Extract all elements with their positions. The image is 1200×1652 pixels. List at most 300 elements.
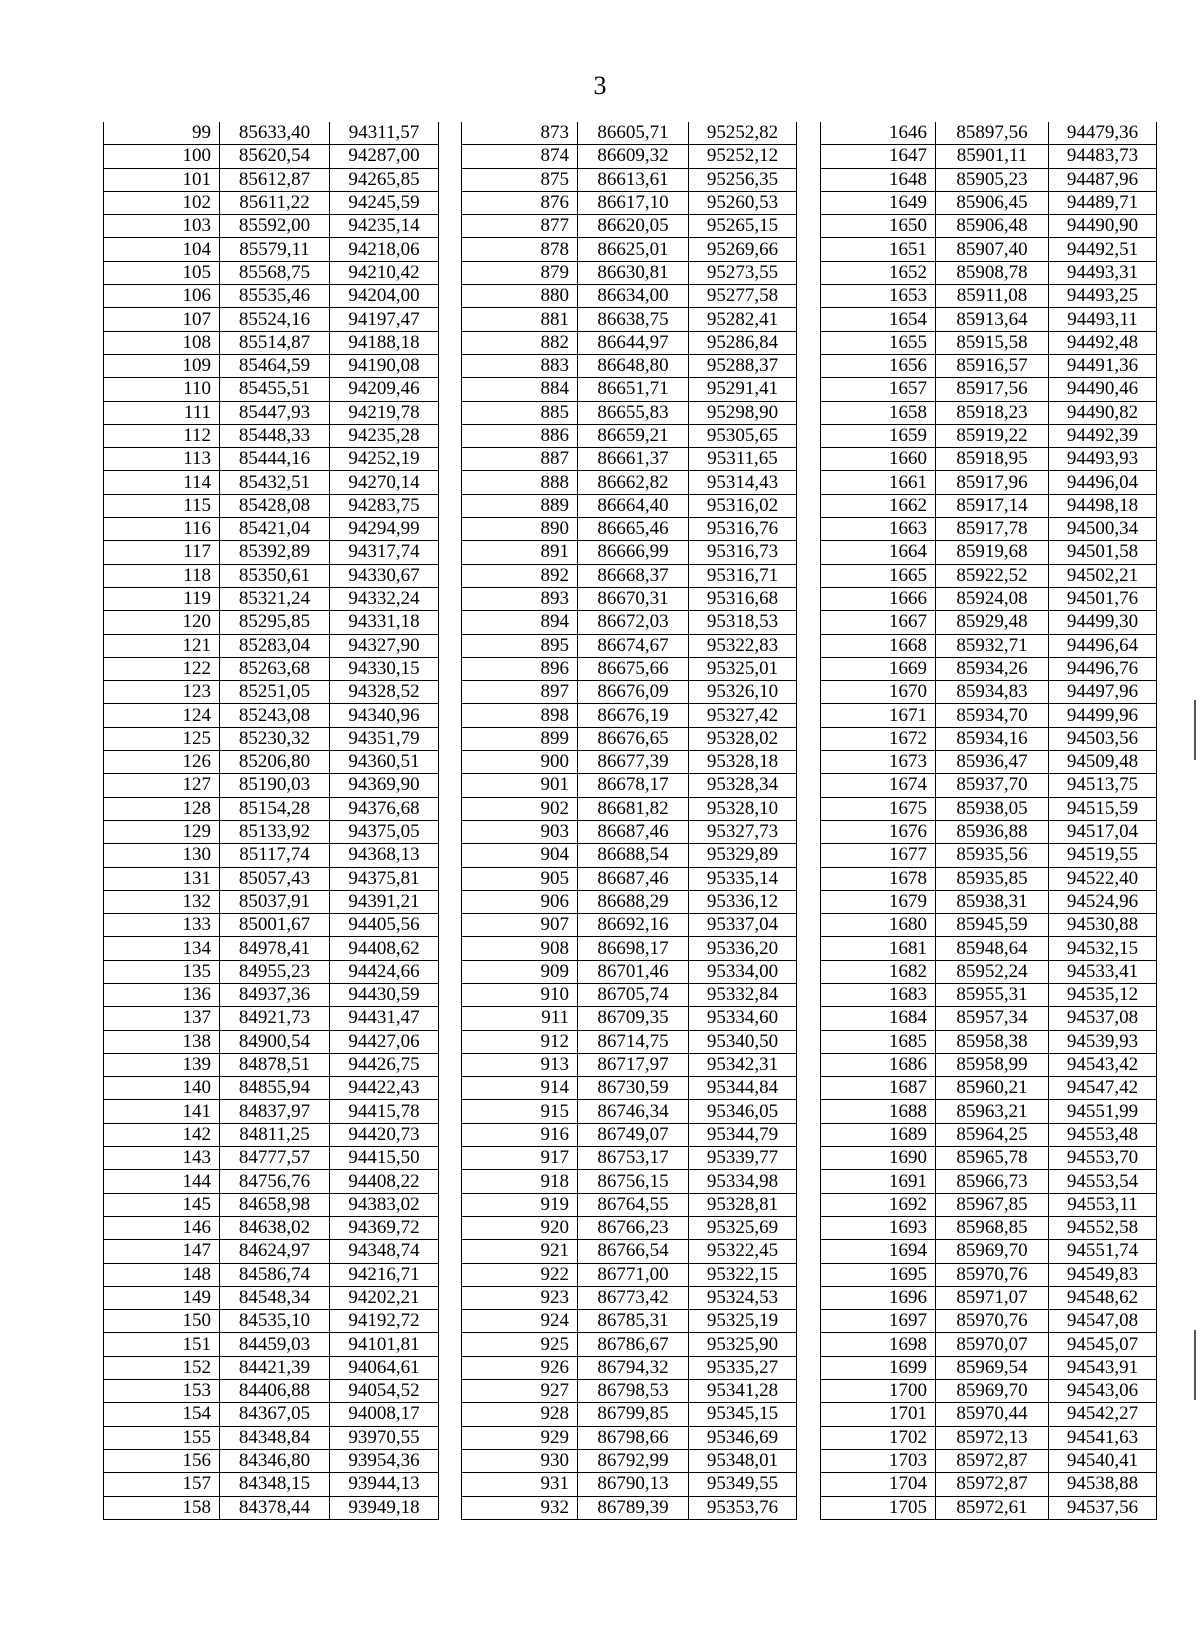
point-number-cell: 151 xyxy=(104,1333,220,1356)
x-coordinate-cell: 85190,03 xyxy=(220,774,330,797)
y-coordinate-cell: 94252,19 xyxy=(330,448,439,471)
y-coordinate-cell: 94369,90 xyxy=(330,774,439,797)
point-number-cell: 916 xyxy=(462,1123,578,1146)
table-row xyxy=(462,1240,797,1263)
y-coordinate-cell: 94496,04 xyxy=(1049,471,1157,494)
point-number-cell: 1697 xyxy=(821,1310,936,1333)
point-number-cell: 119 xyxy=(104,587,220,610)
y-coordinate-cell: 94492,48 xyxy=(1049,331,1157,354)
table-row xyxy=(821,471,1157,494)
x-coordinate-cell: 85037,91 xyxy=(220,890,330,913)
x-coordinate-cell: 85321,24 xyxy=(220,587,330,610)
point-number-cell: 120 xyxy=(104,611,220,634)
y-coordinate-cell: 95252,12 xyxy=(689,145,797,168)
y-coordinate-cell: 94532,15 xyxy=(1049,937,1157,960)
scan-edge-mark xyxy=(1194,1330,1196,1400)
y-coordinate-cell: 94375,05 xyxy=(330,820,439,843)
x-coordinate-cell: 85969,70 xyxy=(936,1240,1049,1263)
point-number-cell: 915 xyxy=(462,1100,578,1123)
y-coordinate-cell: 94547,42 xyxy=(1049,1077,1157,1100)
y-coordinate-cell: 94235,28 xyxy=(330,424,439,447)
y-coordinate-cell: 94190,08 xyxy=(330,354,439,377)
table-row xyxy=(821,1286,1157,1309)
point-number-cell: 890 xyxy=(462,518,578,541)
point-number-cell: 155 xyxy=(104,1426,220,1449)
table-row xyxy=(821,1077,1157,1100)
table-row xyxy=(104,122,439,145)
y-coordinate-cell: 94426,75 xyxy=(330,1053,439,1076)
point-number-cell: 1670 xyxy=(821,681,936,704)
y-coordinate-cell: 94490,46 xyxy=(1049,378,1157,401)
y-coordinate-cell: 95337,04 xyxy=(689,914,797,937)
table-row xyxy=(821,424,1157,447)
point-number-cell: 884 xyxy=(462,378,578,401)
y-coordinate-cell: 94539,93 xyxy=(1049,1030,1157,1053)
y-coordinate-cell: 95322,45 xyxy=(689,1240,797,1263)
x-coordinate-cell: 84586,74 xyxy=(220,1263,330,1286)
y-coordinate-cell: 95252,82 xyxy=(689,122,797,145)
x-coordinate-cell: 85957,34 xyxy=(936,1007,1049,1030)
point-number-cell: 1681 xyxy=(821,937,936,960)
x-coordinate-cell: 84921,73 xyxy=(220,1007,330,1030)
table-row xyxy=(462,1333,797,1356)
point-number-cell: 144 xyxy=(104,1170,220,1193)
x-coordinate-cell: 85620,54 xyxy=(220,145,330,168)
point-number-cell: 99 xyxy=(104,122,220,145)
table-row xyxy=(104,1426,439,1449)
point-number-cell: 112 xyxy=(104,424,220,447)
y-coordinate-cell: 94283,75 xyxy=(330,494,439,517)
table-row xyxy=(104,401,439,424)
point-number-cell: 926 xyxy=(462,1356,578,1379)
table-row xyxy=(104,1123,439,1146)
x-coordinate-cell: 85924,08 xyxy=(936,587,1049,610)
x-coordinate-cell: 85916,57 xyxy=(936,354,1049,377)
table-row xyxy=(462,797,797,820)
x-coordinate-cell: 85970,07 xyxy=(936,1333,1049,1356)
table-row xyxy=(821,1380,1157,1403)
point-number-cell: 924 xyxy=(462,1310,578,1333)
point-number-cell: 126 xyxy=(104,751,220,774)
table-row xyxy=(821,1473,1157,1496)
y-coordinate-cell: 94408,62 xyxy=(330,937,439,960)
point-number-cell: 1661 xyxy=(821,471,936,494)
point-number-cell: 889 xyxy=(462,494,578,517)
point-number-cell: 140 xyxy=(104,1077,220,1100)
x-coordinate-cell: 85915,58 xyxy=(936,331,1049,354)
y-coordinate-cell: 94493,25 xyxy=(1049,285,1157,308)
x-coordinate-cell: 85970,76 xyxy=(936,1310,1049,1333)
table-row xyxy=(462,401,797,424)
point-number-cell: 105 xyxy=(104,261,220,284)
x-coordinate-cell: 85965,78 xyxy=(936,1147,1049,1170)
x-coordinate-cell: 84548,34 xyxy=(220,1286,330,1309)
point-number-cell: 902 xyxy=(462,797,578,820)
y-coordinate-cell: 94420,73 xyxy=(330,1123,439,1146)
y-coordinate-cell: 95334,00 xyxy=(689,960,797,983)
table-row xyxy=(104,191,439,214)
x-coordinate-cell: 86798,66 xyxy=(578,1426,689,1449)
x-coordinate-cell: 85958,99 xyxy=(936,1053,1049,1076)
table-row xyxy=(821,1240,1157,1263)
point-number-cell: 878 xyxy=(462,238,578,261)
point-number-cell: 1651 xyxy=(821,238,936,261)
table-row xyxy=(104,145,439,168)
table-row xyxy=(821,611,1157,634)
y-coordinate-cell: 94493,31 xyxy=(1049,261,1157,284)
table-row xyxy=(462,1380,797,1403)
table-row xyxy=(104,1077,439,1100)
y-coordinate-cell: 94245,59 xyxy=(330,191,439,214)
point-number-cell: 123 xyxy=(104,681,220,704)
table-row xyxy=(462,587,797,610)
point-number-cell: 923 xyxy=(462,1286,578,1309)
x-coordinate-cell: 86756,15 xyxy=(578,1170,689,1193)
y-coordinate-cell: 95322,15 xyxy=(689,1263,797,1286)
table-row xyxy=(104,1496,439,1519)
y-coordinate-cell: 95325,69 xyxy=(689,1216,797,1239)
table-row xyxy=(462,1449,797,1472)
point-number-cell: 911 xyxy=(462,1007,578,1030)
y-coordinate-cell: 94219,78 xyxy=(330,401,439,424)
y-coordinate-cell: 94537,08 xyxy=(1049,1007,1157,1030)
x-coordinate-cell: 85935,85 xyxy=(936,867,1049,890)
x-coordinate-cell: 86753,17 xyxy=(578,1147,689,1170)
x-coordinate-cell: 85972,13 xyxy=(936,1426,1049,1449)
point-number-cell: 1696 xyxy=(821,1286,936,1309)
point-number-cell: 922 xyxy=(462,1263,578,1286)
point-number-cell: 1656 xyxy=(821,354,936,377)
table-row xyxy=(462,424,797,447)
table-row xyxy=(104,681,439,704)
y-coordinate-cell: 94064,61 xyxy=(330,1356,439,1379)
table-row xyxy=(104,285,439,308)
table-row xyxy=(462,308,797,331)
x-coordinate-cell: 85579,11 xyxy=(220,238,330,261)
x-coordinate-cell: 85908,78 xyxy=(936,261,1049,284)
y-coordinate-cell: 94328,52 xyxy=(330,681,439,704)
point-number-cell: 874 xyxy=(462,145,578,168)
table-row xyxy=(104,704,439,727)
table-row xyxy=(462,890,797,913)
y-coordinate-cell: 94500,34 xyxy=(1049,518,1157,541)
y-coordinate-cell: 95334,98 xyxy=(689,1170,797,1193)
y-coordinate-cell: 95311,65 xyxy=(689,448,797,471)
point-number-cell: 1699 xyxy=(821,1356,936,1379)
x-coordinate-cell: 85917,14 xyxy=(936,494,1049,517)
x-coordinate-cell: 85972,61 xyxy=(936,1496,1049,1519)
point-number-cell: 904 xyxy=(462,844,578,867)
point-number-cell: 148 xyxy=(104,1263,220,1286)
table-row xyxy=(821,1333,1157,1356)
point-number-cell: 908 xyxy=(462,937,578,960)
x-coordinate-cell: 85283,04 xyxy=(220,634,330,657)
point-number-cell: 138 xyxy=(104,1030,220,1053)
y-coordinate-cell: 95327,42 xyxy=(689,704,797,727)
x-coordinate-cell: 86634,00 xyxy=(578,285,689,308)
coordinates-table-body xyxy=(821,122,1157,1519)
table-row xyxy=(462,1310,797,1333)
y-coordinate-cell: 95353,76 xyxy=(689,1496,797,1519)
point-number-cell: 146 xyxy=(104,1216,220,1239)
table-row xyxy=(462,145,797,168)
x-coordinate-cell: 85901,11 xyxy=(936,145,1049,168)
table-row xyxy=(821,1426,1157,1449)
x-coordinate-cell: 86666,99 xyxy=(578,541,689,564)
x-coordinate-cell: 85937,70 xyxy=(936,774,1049,797)
table-row xyxy=(104,867,439,890)
x-coordinate-cell: 85922,52 xyxy=(936,564,1049,587)
point-number-cell: 1664 xyxy=(821,541,936,564)
y-coordinate-cell: 94543,06 xyxy=(1049,1380,1157,1403)
y-coordinate-cell: 94340,96 xyxy=(330,704,439,727)
x-coordinate-cell: 85455,51 xyxy=(220,378,330,401)
x-coordinate-cell: 86681,82 xyxy=(578,797,689,820)
table-row xyxy=(462,1007,797,1030)
x-coordinate-cell: 84955,23 xyxy=(220,960,330,983)
x-coordinate-cell: 86677,39 xyxy=(578,751,689,774)
y-coordinate-cell: 93944,13 xyxy=(330,1473,439,1496)
y-coordinate-cell: 95328,18 xyxy=(689,751,797,774)
point-number-cell: 150 xyxy=(104,1310,220,1333)
x-coordinate-cell: 85906,45 xyxy=(936,191,1049,214)
y-coordinate-cell: 94431,47 xyxy=(330,1007,439,1030)
y-coordinate-cell: 95326,10 xyxy=(689,681,797,704)
table-row xyxy=(821,774,1157,797)
point-number-cell: 927 xyxy=(462,1380,578,1403)
table-row xyxy=(462,681,797,704)
table-row xyxy=(462,657,797,680)
y-coordinate-cell: 94311,57 xyxy=(330,122,439,145)
x-coordinate-cell: 85906,48 xyxy=(936,215,1049,238)
point-number-cell: 906 xyxy=(462,890,578,913)
x-coordinate-cell: 85633,40 xyxy=(220,122,330,145)
point-number-cell: 132 xyxy=(104,890,220,913)
y-coordinate-cell: 95277,58 xyxy=(689,285,797,308)
point-number-cell: 115 xyxy=(104,494,220,517)
x-coordinate-cell: 85948,64 xyxy=(936,937,1049,960)
x-coordinate-cell: 85918,23 xyxy=(936,401,1049,424)
y-coordinate-cell: 95291,41 xyxy=(689,378,797,401)
point-number-cell: 905 xyxy=(462,867,578,890)
y-coordinate-cell: 94332,24 xyxy=(330,587,439,610)
table-row xyxy=(462,518,797,541)
x-coordinate-cell: 85958,38 xyxy=(936,1030,1049,1053)
point-number-cell: 124 xyxy=(104,704,220,727)
y-coordinate-cell: 94509,48 xyxy=(1049,751,1157,774)
point-number-cell: 153 xyxy=(104,1380,220,1403)
x-coordinate-cell: 85918,95 xyxy=(936,448,1049,471)
x-coordinate-cell: 84811,25 xyxy=(220,1123,330,1146)
table-row xyxy=(821,587,1157,610)
y-coordinate-cell: 94524,96 xyxy=(1049,890,1157,913)
y-coordinate-cell: 94549,83 xyxy=(1049,1263,1157,1286)
table-row xyxy=(104,751,439,774)
table-row xyxy=(104,1007,439,1030)
point-number-cell: 111 xyxy=(104,401,220,424)
x-coordinate-cell: 86676,65 xyxy=(578,727,689,750)
table-row xyxy=(462,1147,797,1170)
y-coordinate-cell: 94490,82 xyxy=(1049,401,1157,424)
coordinates-table-2 xyxy=(461,122,797,1520)
table-row xyxy=(104,1356,439,1379)
table-row xyxy=(104,168,439,191)
point-number-cell: 925 xyxy=(462,1333,578,1356)
table-row xyxy=(821,145,1157,168)
point-number-cell: 107 xyxy=(104,308,220,331)
table-row xyxy=(462,983,797,1006)
point-number-cell: 928 xyxy=(462,1403,578,1426)
table-row xyxy=(462,564,797,587)
x-coordinate-cell: 86786,67 xyxy=(578,1333,689,1356)
y-coordinate-cell: 94553,54 xyxy=(1049,1170,1157,1193)
point-number-cell: 896 xyxy=(462,657,578,680)
point-number-cell: 137 xyxy=(104,1007,220,1030)
x-coordinate-cell: 86661,37 xyxy=(578,448,689,471)
point-number-cell: 102 xyxy=(104,191,220,214)
table-row xyxy=(104,471,439,494)
table-row xyxy=(462,914,797,937)
x-coordinate-cell: 85592,00 xyxy=(220,215,330,238)
point-number-cell: 897 xyxy=(462,681,578,704)
x-coordinate-cell: 86698,17 xyxy=(578,937,689,960)
y-coordinate-cell: 94522,40 xyxy=(1049,867,1157,890)
x-coordinate-cell: 86687,46 xyxy=(578,867,689,890)
x-coordinate-cell: 85935,56 xyxy=(936,844,1049,867)
x-coordinate-cell: 86676,09 xyxy=(578,681,689,704)
table-row xyxy=(104,261,439,284)
point-number-cell: 125 xyxy=(104,727,220,750)
x-coordinate-cell: 85350,61 xyxy=(220,564,330,587)
table-row xyxy=(462,751,797,774)
point-number-cell: 1691 xyxy=(821,1170,936,1193)
point-number-cell: 143 xyxy=(104,1147,220,1170)
x-coordinate-cell: 86773,42 xyxy=(578,1286,689,1309)
point-number-cell: 1660 xyxy=(821,448,936,471)
x-coordinate-cell: 85967,85 xyxy=(936,1193,1049,1216)
table-row xyxy=(821,168,1157,191)
y-coordinate-cell: 95305,65 xyxy=(689,424,797,447)
x-coordinate-cell: 84535,10 xyxy=(220,1310,330,1333)
y-coordinate-cell: 94369,72 xyxy=(330,1216,439,1239)
y-coordinate-cell: 95349,55 xyxy=(689,1473,797,1496)
y-coordinate-cell: 94405,56 xyxy=(330,914,439,937)
table-row xyxy=(821,354,1157,377)
point-number-cell: 129 xyxy=(104,820,220,843)
y-coordinate-cell: 94492,39 xyxy=(1049,424,1157,447)
point-number-cell: 133 xyxy=(104,914,220,937)
y-coordinate-cell: 95273,55 xyxy=(689,261,797,284)
point-number-cell: 1702 xyxy=(821,1426,936,1449)
x-coordinate-cell: 86749,07 xyxy=(578,1123,689,1146)
table-row xyxy=(104,518,439,541)
table-row xyxy=(104,1100,439,1123)
y-coordinate-cell: 94492,51 xyxy=(1049,238,1157,261)
table-row xyxy=(821,844,1157,867)
x-coordinate-cell: 86676,19 xyxy=(578,704,689,727)
point-number-cell: 1682 xyxy=(821,960,936,983)
point-number-cell: 122 xyxy=(104,657,220,680)
table-row xyxy=(821,494,1157,517)
x-coordinate-cell: 84900,54 xyxy=(220,1030,330,1053)
table-row xyxy=(821,401,1157,424)
point-number-cell: 117 xyxy=(104,541,220,564)
x-coordinate-cell: 84756,76 xyxy=(220,1170,330,1193)
x-coordinate-cell: 84777,57 xyxy=(220,1147,330,1170)
point-number-cell: 1658 xyxy=(821,401,936,424)
x-coordinate-cell: 86705,74 xyxy=(578,983,689,1006)
point-number-cell: 1679 xyxy=(821,890,936,913)
x-coordinate-cell: 86766,54 xyxy=(578,1240,689,1263)
table-row xyxy=(104,424,439,447)
point-number-cell: 134 xyxy=(104,937,220,960)
y-coordinate-cell: 95346,69 xyxy=(689,1426,797,1449)
x-coordinate-cell: 86609,32 xyxy=(578,145,689,168)
x-coordinate-cell: 85897,56 xyxy=(936,122,1049,145)
y-coordinate-cell: 94192,72 xyxy=(330,1310,439,1333)
x-coordinate-cell: 86717,97 xyxy=(578,1053,689,1076)
y-coordinate-cell: 94197,47 xyxy=(330,308,439,331)
x-coordinate-cell: 84638,02 xyxy=(220,1216,330,1239)
x-coordinate-cell: 85938,31 xyxy=(936,890,1049,913)
y-coordinate-cell: 95260,53 xyxy=(689,191,797,214)
table-row xyxy=(821,1449,1157,1472)
y-coordinate-cell: 94496,76 xyxy=(1049,657,1157,680)
table-row xyxy=(104,983,439,1006)
table-row xyxy=(104,1473,439,1496)
y-coordinate-cell: 94327,90 xyxy=(330,634,439,657)
x-coordinate-cell: 85514,87 xyxy=(220,331,330,354)
table-row xyxy=(104,215,439,238)
x-coordinate-cell: 85917,56 xyxy=(936,378,1049,401)
y-coordinate-cell: 94270,14 xyxy=(330,471,439,494)
point-number-cell: 145 xyxy=(104,1193,220,1216)
point-number-cell: 147 xyxy=(104,1240,220,1263)
point-number-cell: 1704 xyxy=(821,1473,936,1496)
point-number-cell: 106 xyxy=(104,285,220,308)
point-number-cell: 888 xyxy=(462,471,578,494)
table-row xyxy=(462,122,797,145)
x-coordinate-cell: 85535,46 xyxy=(220,285,330,308)
table-row xyxy=(104,1263,439,1286)
point-number-cell: 879 xyxy=(462,261,578,284)
y-coordinate-cell: 95336,20 xyxy=(689,937,797,960)
x-coordinate-cell: 85919,22 xyxy=(936,424,1049,447)
y-coordinate-cell: 94483,73 xyxy=(1049,145,1157,168)
y-coordinate-cell: 95316,76 xyxy=(689,518,797,541)
x-coordinate-cell: 86798,53 xyxy=(578,1380,689,1403)
y-coordinate-cell: 94517,04 xyxy=(1049,820,1157,843)
point-number-cell: 114 xyxy=(104,471,220,494)
point-number-cell: 1694 xyxy=(821,1240,936,1263)
x-coordinate-cell: 85955,31 xyxy=(936,983,1049,1006)
y-coordinate-cell: 95328,02 xyxy=(689,727,797,750)
x-coordinate-cell: 86651,71 xyxy=(578,378,689,401)
point-number-cell: 880 xyxy=(462,285,578,308)
y-coordinate-cell: 94430,59 xyxy=(330,983,439,1006)
x-coordinate-cell: 84367,05 xyxy=(220,1403,330,1426)
point-number-cell: 1680 xyxy=(821,914,936,937)
x-coordinate-cell: 85945,59 xyxy=(936,914,1049,937)
table-row xyxy=(821,890,1157,913)
point-number-cell: 891 xyxy=(462,541,578,564)
x-coordinate-cell: 86655,83 xyxy=(578,401,689,424)
table-row xyxy=(462,634,797,657)
x-coordinate-cell: 85251,05 xyxy=(220,681,330,704)
x-coordinate-cell: 85907,40 xyxy=(936,238,1049,261)
y-coordinate-cell: 95318,53 xyxy=(689,611,797,634)
y-coordinate-cell: 94265,85 xyxy=(330,168,439,191)
